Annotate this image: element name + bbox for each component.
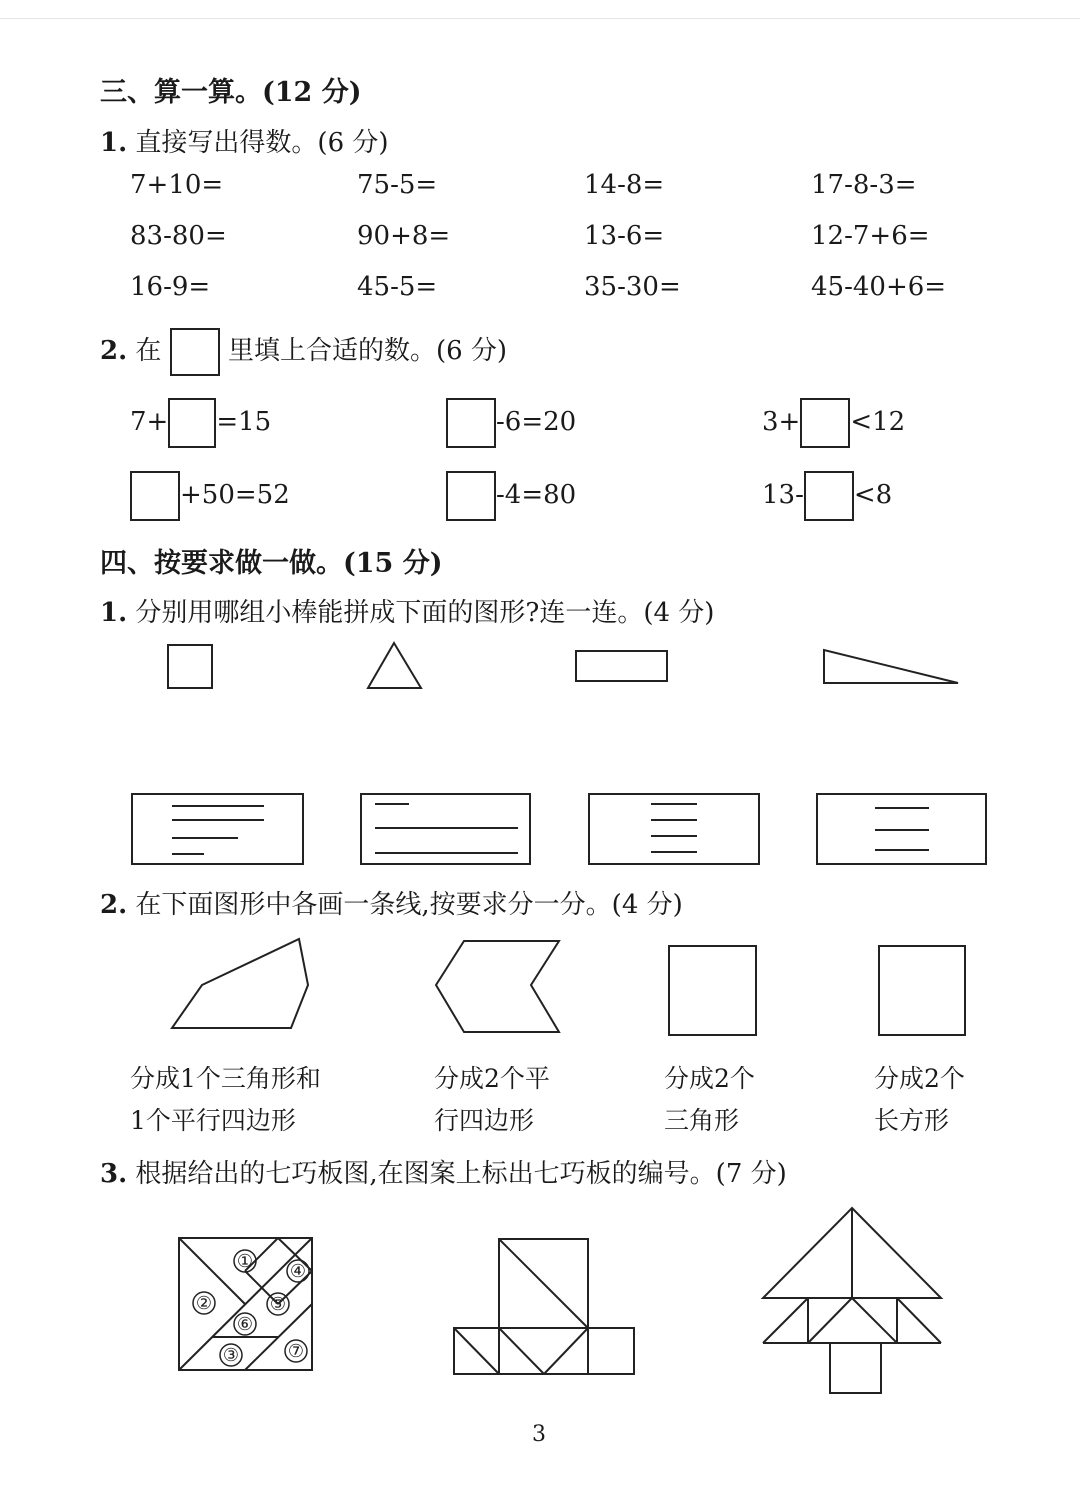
q1-number: 1. [100,598,128,628]
q2-number: 2. [100,890,128,920]
fill-after: =15 [216,407,272,437]
stick-group-1[interactable] [132,794,303,864]
split-label-3 [664,1058,755,1142]
calc-item: 12-7+6= [811,221,930,251]
square-shape[interactable] [168,645,212,688]
q3-number: 3. [100,1159,128,1189]
label-line: 分成1个三角形和 [130,1064,321,1093]
stick-group-3[interactable] [589,794,759,864]
calc-item: 17-8-3= [811,170,917,200]
tangram-numbers [193,1250,309,1366]
tangram-number: ⑤ [269,1294,287,1315]
calc-item: 90+8= [357,221,451,251]
fill-after: -6=20 [496,407,577,437]
calc-item: 13-6= [584,221,665,251]
q1-text: 直接写出得数。(6 分) [135,128,389,158]
fill-before: 3+ [762,407,801,437]
tangram-number: ④ [289,1261,307,1282]
rectangle-shape[interactable] [576,651,667,681]
fill-after: <8 [853,480,893,510]
triangle-shape[interactable] [368,643,421,688]
q1-text: 分别用哪组小棒能拼成下面的图形?连一连。(4 分) [135,598,715,628]
q3-text: 根据给出的七巧板图,在图案上标出七巧板的编号。(7 分) [135,1159,787,1189]
section4-q2 [100,884,683,921]
fill-after: +50=52 [180,480,290,510]
arrow-hexagon-shape[interactable] [436,941,559,1032]
calc-item: 7+10= [130,170,224,200]
section3-title: 三、算一算。(12 分) [100,77,362,108]
right-triangle-shape[interactable] [824,650,958,683]
label-line: 分成2个 [874,1064,965,1093]
calc-item: 16-9= [130,272,211,302]
square-shape[interactable] [669,946,756,1035]
stick-group-4[interactable] [817,794,986,864]
label-line: 1个平行四边形 [130,1106,296,1135]
q2-text-post: 里填上合适的数。(6 分) [227,336,508,366]
split-label-2 [434,1058,550,1142]
fill-after: <12 [850,407,906,437]
calc-item: 35-30= [584,272,681,302]
q2-text-pre: 在 [135,336,162,366]
calc-item: 75-5= [357,170,438,200]
calc-item: 45-40+6= [811,272,947,302]
pentagon-shape[interactable] [172,939,308,1028]
tangram-number: ② [195,1293,213,1314]
label-line: 三角形 [664,1106,740,1135]
page-number: 3 [532,1422,546,1447]
calc-item: 83-80= [130,221,227,251]
split-label-4 [874,1058,965,1142]
tangram-number: ③ [222,1345,240,1366]
q1-number: 1. [100,128,128,158]
label-line: 分成2个平 [434,1064,550,1093]
calc-item: 14-8= [584,170,665,200]
tangram-pattern-1[interactable] [454,1239,634,1374]
split-label-1 [130,1058,321,1142]
stick-group-2[interactable] [361,794,530,864]
tangram-pattern-2[interactable] [763,1208,941,1393]
square-shape[interactable] [879,946,965,1035]
label-line: 分成2个 [664,1064,755,1093]
tangram-number: ① [236,1251,254,1272]
fill-before: 13- [762,480,804,510]
q2-text: 在下面图形中各画一条线,按要求分一分。(4 分) [135,890,683,920]
calc-item: 45-5= [357,272,438,302]
tangram-number: ⑦ [287,1341,305,1362]
section4-q3 [100,1153,787,1190]
fill-before: 7+ [130,407,169,437]
label-line: 行四边形 [434,1106,535,1135]
fill-after: -4=80 [496,480,577,510]
section4-title: 四、按要求做一做。(15 分) [100,548,443,579]
label-line: 长方形 [874,1106,950,1135]
tangram-number: ⑥ [236,1314,254,1335]
q2-number: 2. [100,336,128,366]
